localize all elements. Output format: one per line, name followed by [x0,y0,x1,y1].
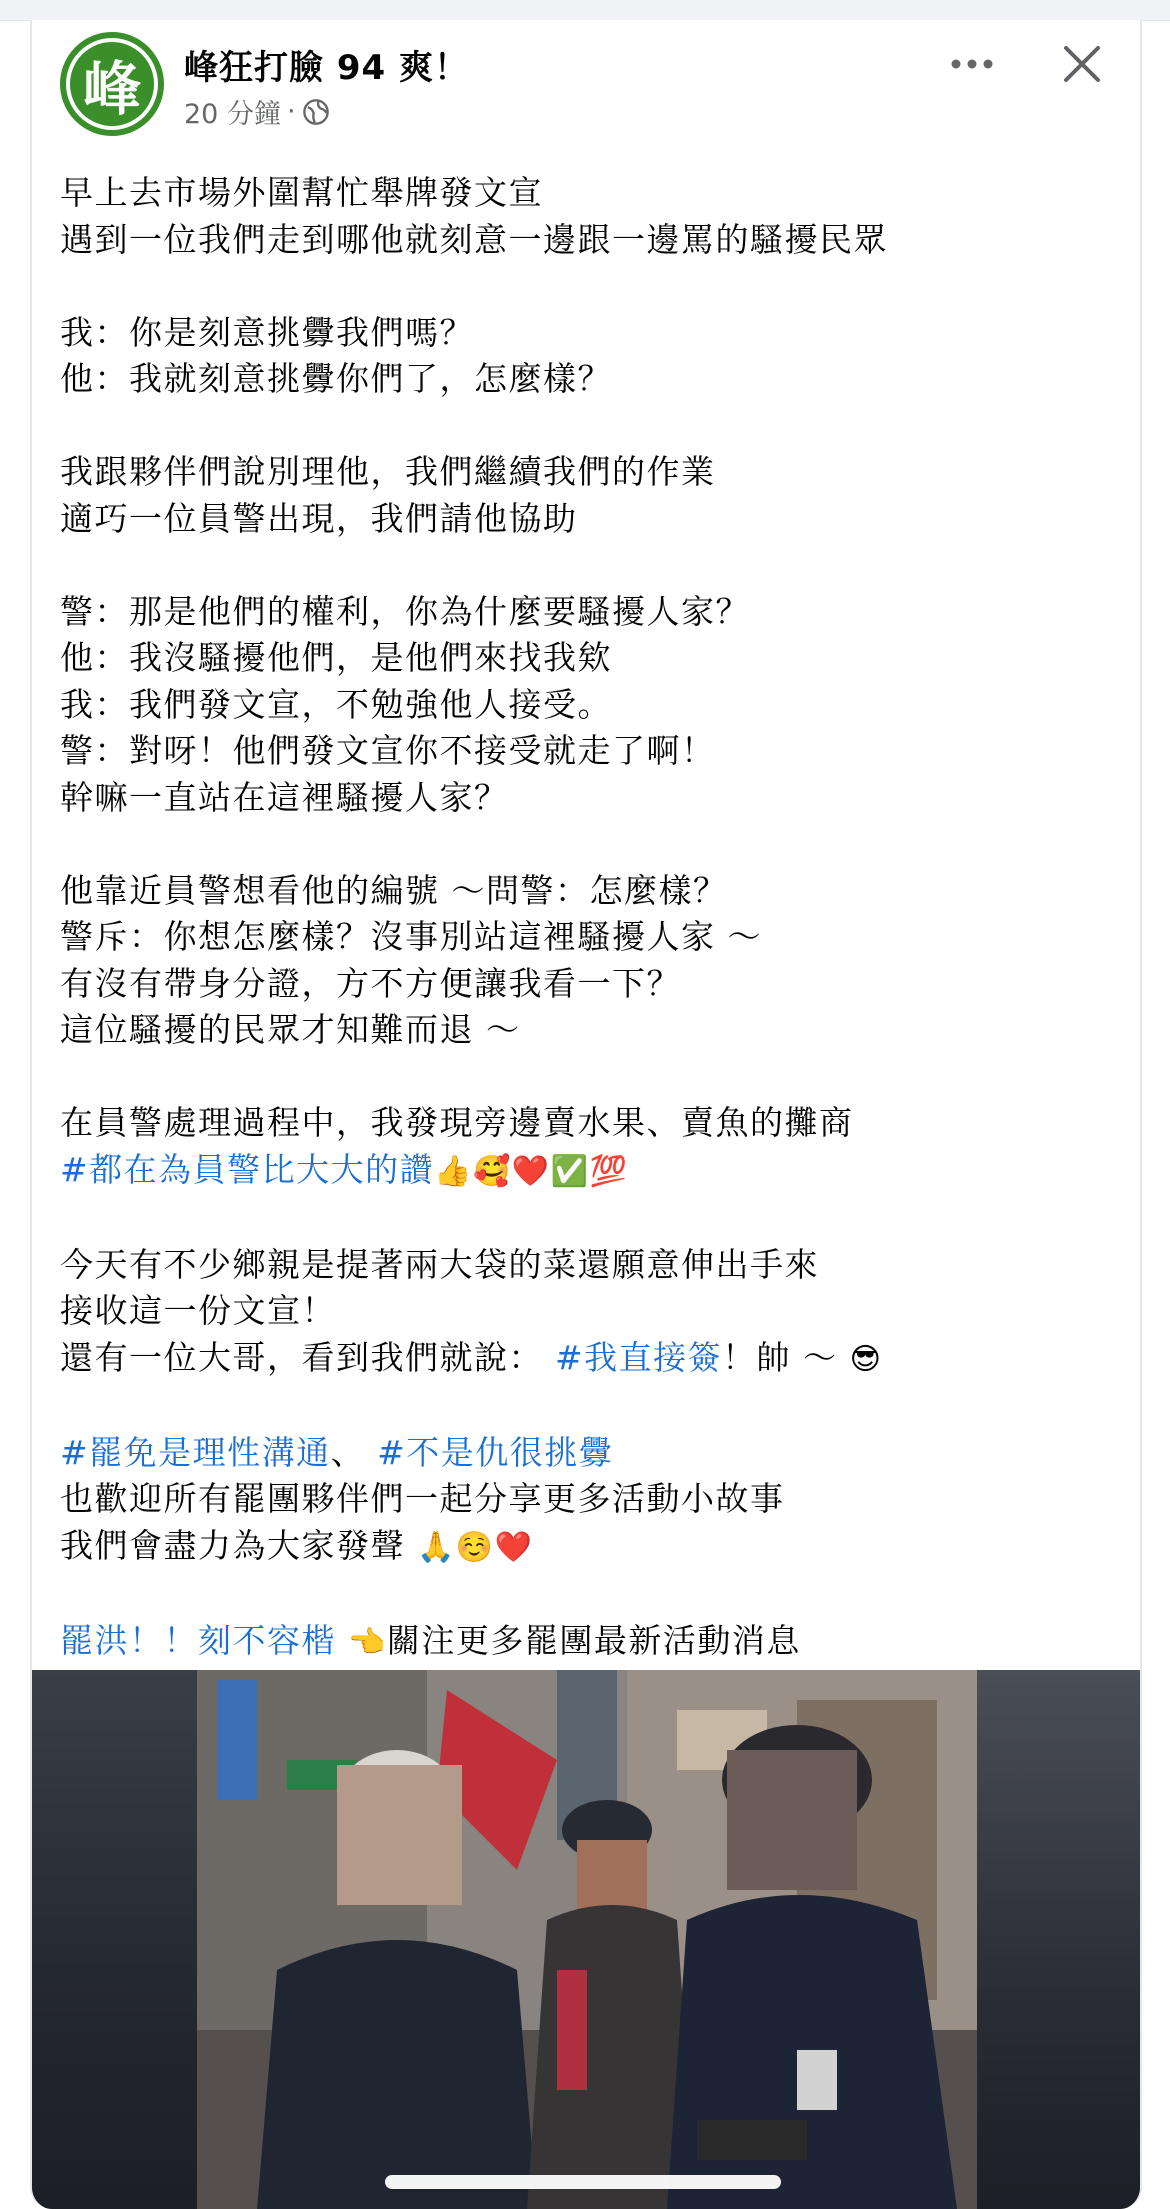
hashtag-link[interactable]: #都在為員警比大大的讚 [60,1149,435,1189]
more-horizontal-icon [950,58,994,70]
avatar-logo: 峰 [70,42,154,126]
page-name[interactable]: 峰狂打臉 94 爽！ [184,48,469,88]
hashtag-link[interactable]: #我直接簽 [555,1337,723,1377]
line-text: 還有一位大哥，看到我們就說： [60,1337,543,1377]
line-text: ！帥 ～ [722,1337,838,1377]
line-text: 我們會盡力為大家發聲 [60,1525,405,1565]
pointing-emoji: 👈 [348,1624,387,1660]
post-body [60,170,1120,1666]
post-line: 警斥：你想怎麼樣？沒事別站這裡騷擾人家 ～ [60,917,762,956]
post-line [60,1618,1120,1667]
post-line: 我跟夥伴們說別理他，我們繼續我們的作業 [60,452,716,491]
post-line: 早上去市場外圍幫忙舉牌發文宣 [60,173,543,212]
post-line: 遇到一位我們走到哪他就刻意一邊跟一邊罵的騷擾民眾 [60,219,888,259]
close-button[interactable] [1052,34,1112,94]
post-line: 幹嘛一直站在這裡騷擾人家？ [60,777,509,817]
post-line: 適巧一位員警出現，我們請他協助 [60,498,578,538]
photo-blur-left [32,1670,197,2209]
post-line: 我：你是刻意挑釁我們嗎？ [60,312,474,352]
close-icon [1062,44,1102,84]
post-line [60,1335,1120,1384]
post-line: 接收這一份文宣！ [60,1291,336,1330]
post-line: 我：我們發文宣，不勉強他人接受。 [60,684,612,724]
post-line: 他：我沒騷擾他們，是他們來找我欸 [60,638,612,677]
post-line: 他靠近員警想看他的編號 ～問警：怎麼樣？ [60,870,728,910]
hashtag-link[interactable]: #罷免是理性溝通 [60,1432,331,1472]
emoji-group: 🙏☺️❤️ [417,1529,534,1565]
photo-blur-right [977,1670,1140,2209]
hashtag-link[interactable]: 罷洪！！刻不容楷 [60,1620,336,1660]
post-line: 今天有不少鄉親是提著兩大袋的菜還願意伸出手來 [60,1244,819,1284]
more-options-button[interactable] [942,42,1002,86]
line-text: 關注更多罷團最新活動消息 [386,1620,801,1660]
meta-separator: · [286,96,296,127]
post-time[interactable]: 20 分鐘 [184,99,281,130]
post-line: 他：我就刻意挑釁你們了，怎麼樣？ [60,359,612,398]
post-line [60,1430,1120,1477]
post-line: 也歡迎所有罷團夥伴們一起分享更多活動小故事 [60,1479,785,1518]
post-line: 在員警處理過程中，我發現旁邊賣水果、賣魚的攤商 [60,1103,854,1142]
separator-text: 、 [330,1432,366,1472]
sunglasses-emoji: 😎 [849,1341,883,1377]
post-meta [184,92,330,131]
post-line: 這位騷擾的民眾才知難而退 ～ [60,1010,521,1049]
post-line [60,1523,1120,1572]
home-indicator[interactable] [385,2175,781,2189]
post-photo[interactable] [32,1670,1140,2209]
emoji-group: 👍🥰❤️✅💯 [434,1153,629,1189]
hashtag-link[interactable]: #不是仇很挑釁 [377,1432,614,1472]
post-card [30,20,1142,2209]
page-avatar[interactable] [60,32,164,136]
post-line: 警：對呀！他們發文宣你不接受就走了啊！ [60,731,716,770]
street-scene-image [197,1670,977,2209]
top-strip [0,0,1170,21]
post-line [60,1147,1120,1196]
photo-scene [197,1670,977,2209]
globe-icon[interactable] [302,98,330,126]
post-line: 有沒有帶身分證，方不方便讓我看一下？ [60,963,681,1003]
post-line: 警：那是他們的權利，你為什麼要騷擾人家？ [60,591,750,631]
